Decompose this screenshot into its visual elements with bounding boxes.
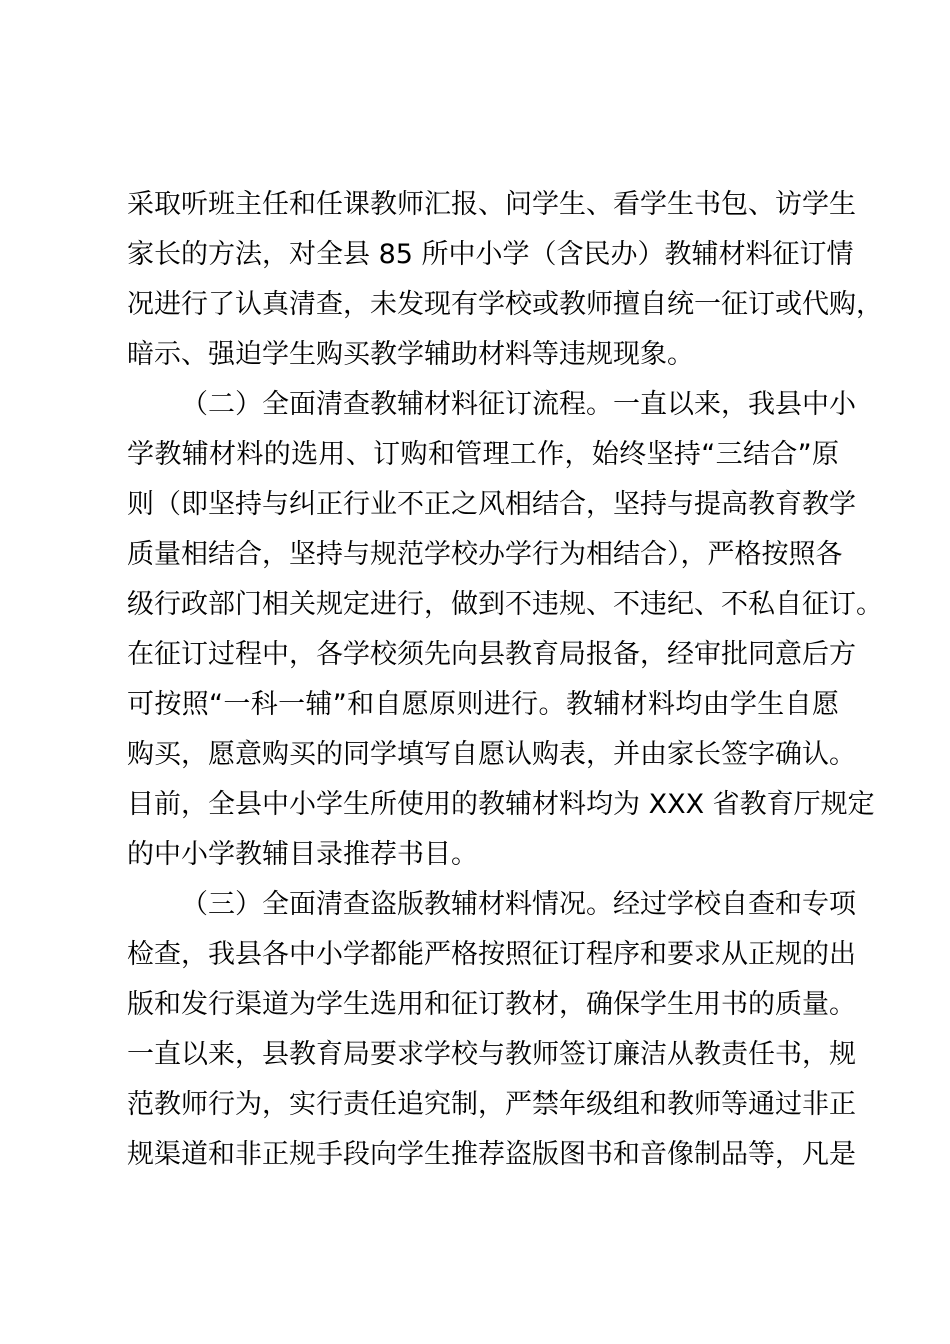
text-line: 检查，我县各中小学都能严格按照征订程序和要求从正规的出 <box>127 939 856 970</box>
text-line: 质量相结合，坚持与规范学校办学行为相结合），严格按照各 <box>127 539 843 570</box>
paragraph-3 <box>127 880 856 1180</box>
text-line: 则（即坚持与纠正行业不正之风相结合，坚持与提高教育教学 <box>127 489 856 520</box>
text-line: 在征订过程中，各学校须先向县教育局报备，经审批同意后方 <box>127 639 856 670</box>
text-line: （二）全面清查教辅材料征订流程。一直以来，我县中小 <box>181 389 856 420</box>
text-line: 学教辅材料的选用、订购和管理工作，始终坚持“三结合”原 <box>127 439 839 470</box>
text-line: 采取听班主任和任课教师汇报、问学生、看学生书包、访学生 <box>127 189 856 220</box>
text-line: 况进行了认真清查，未发现有学校或教师擅自统一征订或代购， <box>127 289 883 320</box>
text-line: 级行政部门相关规定进行，做到不违规、不违纪、不私自征订。 <box>127 589 883 620</box>
text-line: 规渠道和非正规手段向学生推荐盗版图书和音像制品等，凡是 <box>127 1139 856 1170</box>
paragraph-2 <box>127 380 883 880</box>
paragraph-1 <box>127 180 883 380</box>
text-line: 暗示、强迫学生购买教学辅助材料等违规现象。 <box>127 339 694 370</box>
text-line: 的中小学教辅目录推荐书目。 <box>127 839 478 870</box>
text-line: 版和发行渠道为学生选用和征订教材，确保学生用书的质量。 <box>127 989 856 1020</box>
text-line: 范教师行为，实行责任追究制，严禁年级组和教师等通过非正 <box>127 1089 856 1120</box>
text-line: （三）全面清查盗版教辅材料情况。经过学校自查和专项 <box>181 889 856 920</box>
text-line: 购买，愿意购买的同学填写自愿认购表，并由家长签字确认。 <box>127 739 856 770</box>
text-line: 可按照“一科一辅”和自愿原则进行。教辅材料均由学生自愿 <box>127 689 839 720</box>
document-body <box>127 180 883 1180</box>
text-line: 一直以来，县教育局要求学校与教师签订廉洁从教责任书，规 <box>127 1039 856 1070</box>
text-line: 家长的方法，对全县 85 所中小学（含民办）教辅材料征订情 <box>127 239 854 270</box>
text-line: 目前，全县中小学生所使用的教辅材料均为 XXX 省教育厅规定 <box>127 789 875 820</box>
